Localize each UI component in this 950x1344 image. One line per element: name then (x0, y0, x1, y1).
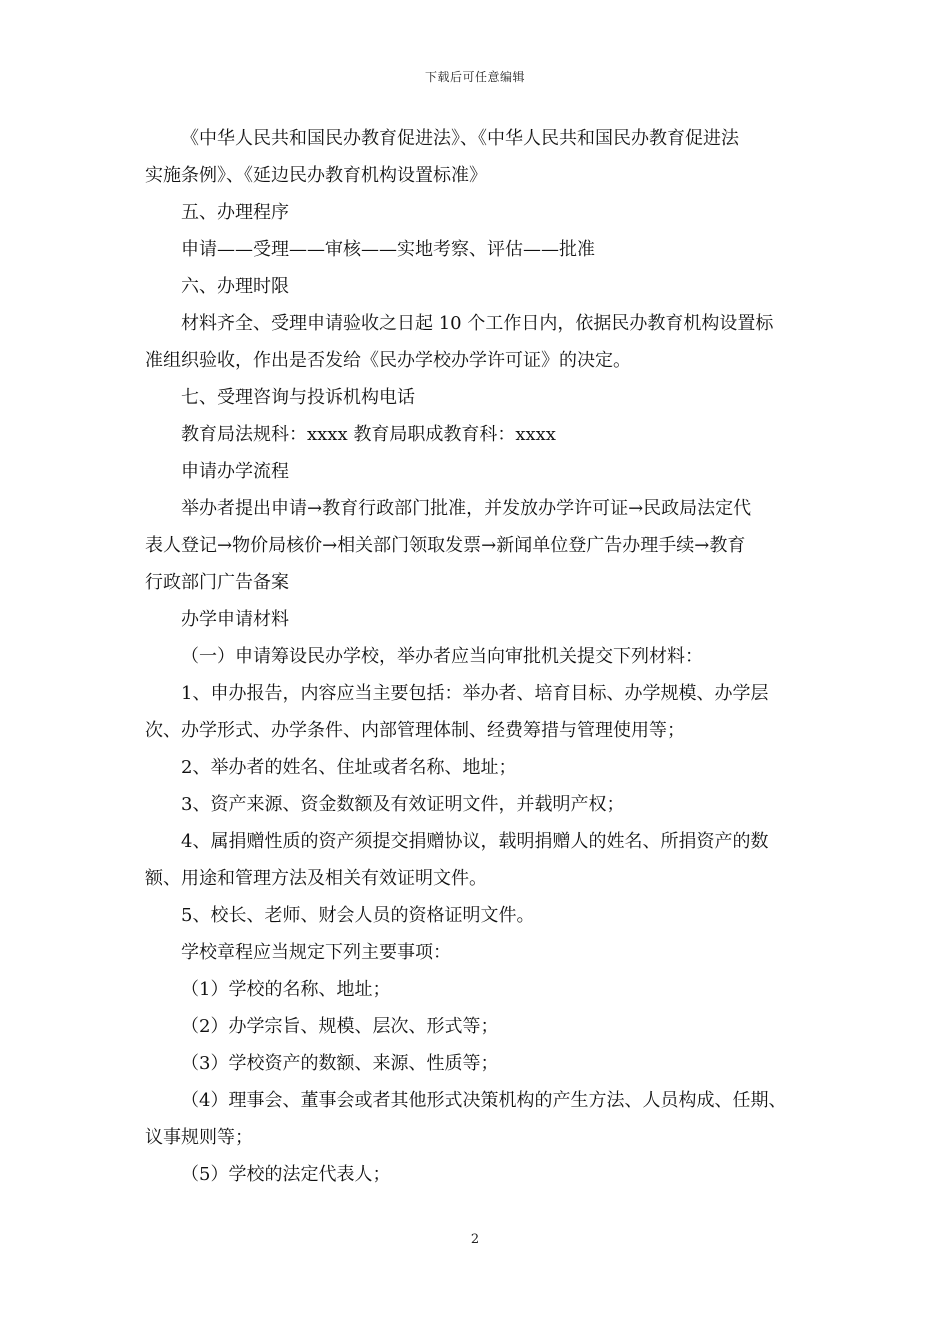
text-line: （2）办学宗旨、规模、层次、形式等； (181, 1016, 499, 1037)
text-line: 准组织验收，作出是否发给《民办学校办学许可证》的决定。 (145, 350, 631, 371)
text-line: 额、用途和管理方法及相关有效证明文件。 (145, 868, 487, 889)
text-line: （一）申请筹设民办学校，举办者应当向审批机关提交下列材料： (181, 646, 703, 667)
text-line: 学校章程应当规定下列主要事项： (181, 942, 451, 963)
text-line: 申请——受理——审核——实地考察、评估——批准 (181, 239, 595, 260)
text-line: 4、属捐赠性质的资产须提交捐赠协议，载明捐赠人的姓名、所捐资产的数 (181, 831, 769, 852)
text-line: 表人登记→物价局核价→相关部门领取发票→新闻单位登广告办理手续→教育 (145, 535, 746, 556)
text-line: 办学申请材料 (181, 609, 289, 630)
text-line: 3、资产来源、资金数额及有效证明文件，并载明产权； (181, 794, 625, 815)
text-line: （4）理事会、董事会或者其他形式决策机构的产生方法、人员构成、任期、 (181, 1090, 787, 1111)
text-line: 次、办学形式、办学条件、内部管理体制、经费筹措与管理使用等； (145, 720, 685, 741)
text-line: 《中华人民共和国民办教育促进法》、《中华人民共和国民办教育促进法 (181, 128, 739, 149)
text-line: 教育局法规科：xxxx 教育局职成教育科：xxxx (181, 424, 556, 445)
text-line: 5、校长、老师、财会人员的资格证明文件。 (181, 905, 535, 926)
text-line: 2、举办者的姓名、住址或者名称、地址； (181, 757, 517, 778)
page-header: 下载后可任意编辑 (424, 70, 525, 84)
text-line: 七、受理咨询与投诉机构电话 (181, 387, 415, 408)
text-line: 材料齐全、受理申请验收之日起 10 个工作日内，依据民办教育机构设置标 (181, 313, 774, 334)
text-line: 五、办理程序 (181, 202, 289, 223)
text-line: （1）学校的名称、地址； (181, 979, 391, 1000)
text-line: （5）学校的法定代表人； (181, 1164, 391, 1185)
text-line: （3）学校资产的数额、来源、性质等； (181, 1053, 499, 1074)
text-line: 实施条例》、《延边民办教育机构设置标准》 (145, 165, 487, 186)
text-line: 举办者提出申请→教育行政部门批准，并发放办学许可证→民政局法定代 (181, 498, 752, 519)
text-line: 行政部门广告备案 (145, 572, 289, 593)
text-line: 议事规则等； (145, 1127, 253, 1148)
text-line: 六、办理时限 (181, 276, 289, 297)
page-number: 2 (470, 1232, 480, 1247)
document-body (145, 120, 815, 1193)
text-line: 1、申办报告，内容应当主要包括：举办者、培育目标、办学规模、办学层 (181, 683, 769, 704)
text-line: 申请办学流程 (181, 461, 289, 482)
